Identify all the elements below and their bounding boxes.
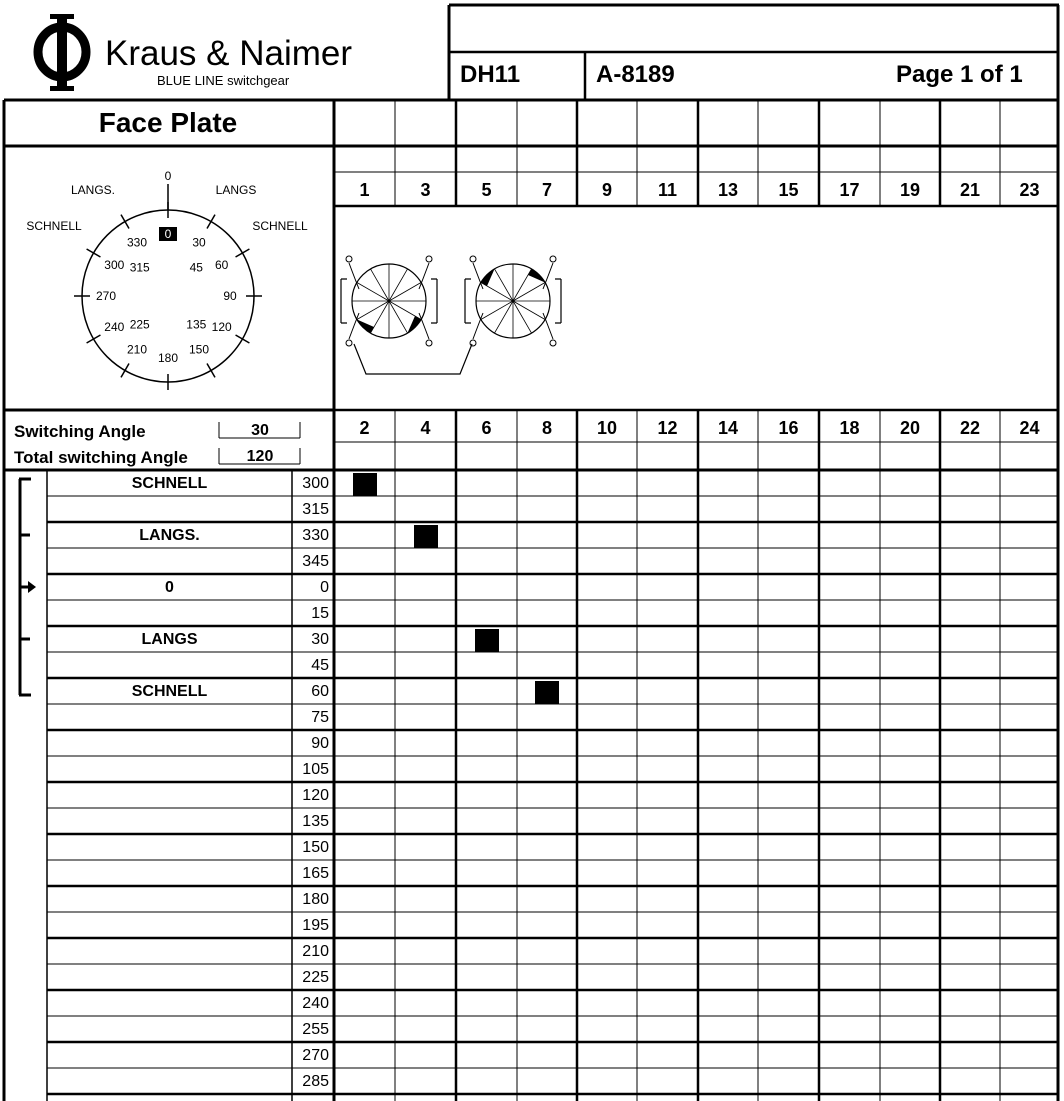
- closed-contact-mark: [475, 629, 499, 652]
- position-name: LANGS.: [139, 527, 200, 544]
- contact-diagram: [336, 206, 586, 386]
- dial-position-label: 270: [95, 289, 117, 303]
- position-degree: 120: [302, 787, 329, 804]
- total-switching-angle-value: 120: [246, 448, 274, 465]
- position-degree: 255: [302, 1021, 329, 1038]
- terminal-number-bottom: 4: [420, 418, 431, 438]
- contact-link: [354, 344, 472, 374]
- dial-outer-label: SCHNELL: [26, 219, 82, 233]
- dial-tick: [121, 364, 129, 378]
- switch-type: DH11: [460, 61, 521, 88]
- total-switching-angle-label: Total switching Angle: [14, 448, 188, 467]
- terminal-number-top: 15: [778, 180, 799, 200]
- closed-contact-mark: [353, 473, 377, 496]
- dial-outer-label: 0: [164, 169, 172, 183]
- dial-position-label: 180: [157, 351, 179, 365]
- home-position-arrowhead: [28, 581, 36, 593]
- dial-position-label: 60: [215, 258, 229, 272]
- terminal-number-top: 3: [420, 180, 431, 200]
- position-degree: 270: [302, 1047, 329, 1064]
- position-degree: 105: [302, 761, 329, 778]
- position-degree: 0: [320, 579, 329, 596]
- position-degree: 15: [311, 605, 329, 622]
- dial-tick: [121, 215, 129, 229]
- terminal-number-top: 7: [541, 180, 552, 200]
- dial-position-label: 30: [192, 235, 206, 250]
- position-degree: 30: [311, 631, 329, 648]
- closed-contact-mark: [414, 525, 438, 548]
- terminal-number-top: 9: [601, 180, 612, 200]
- dial-position-label: 300: [104, 258, 125, 272]
- position-degree: 165: [302, 865, 329, 882]
- face-plate-dial: [0, 148, 336, 408]
- position-degree: 345: [302, 553, 329, 570]
- position-name: 0: [165, 579, 174, 596]
- dial-position-label: 210: [126, 342, 148, 357]
- terminal-number-bottom: 8: [541, 418, 552, 438]
- position-degree: 240: [302, 995, 329, 1012]
- terminal-number-top: 13: [717, 180, 739, 200]
- dial-tick: [87, 249, 101, 257]
- position-degree: 60: [311, 683, 329, 700]
- terminal-number-bottom: 16: [778, 418, 799, 438]
- terminal-number-bottom: 18: [839, 418, 860, 438]
- dial-tick: [236, 335, 250, 343]
- dial-tick: [207, 215, 215, 229]
- position-degree: 135: [302, 813, 329, 830]
- position-degree: 195: [302, 917, 329, 934]
- kraus-naimer-logo: [22, 10, 102, 92]
- drawing-number: A-8189: [596, 61, 675, 88]
- position-degree: 90: [311, 735, 329, 752]
- dial-outer-label: LANGS.: [70, 183, 116, 197]
- dial-tick: [87, 335, 101, 343]
- terminal-number-top: 19: [899, 180, 921, 200]
- dial-position-label: 330: [126, 235, 148, 250]
- position-degree: 300: [302, 475, 329, 492]
- terminal-number-top: 23: [1019, 180, 1040, 200]
- terminal-number-top: 1: [359, 180, 370, 200]
- contact-element: [465, 256, 561, 346]
- position-degree: 180: [302, 891, 329, 908]
- contact-element: [341, 256, 437, 346]
- terminal-number-top: 11: [657, 180, 678, 200]
- dial-position-label: 150: [188, 342, 210, 357]
- dial-position-label: 120: [211, 320, 232, 334]
- position-degree: 225: [302, 969, 329, 986]
- dial-position-label: 45: [189, 260, 203, 275]
- switching-angle-value: 30: [251, 422, 269, 439]
- dial-tick: [207, 364, 215, 378]
- terminal-number-top: 5: [481, 180, 492, 200]
- dial-position-label: 0: [164, 227, 172, 241]
- dial-position-label: 315: [129, 260, 150, 275]
- position-degree: 210: [302, 943, 329, 960]
- terminal-number-bottom: 10: [596, 418, 618, 438]
- dial-position-label: 135: [186, 317, 207, 332]
- terminal-number-bottom: 22: [959, 418, 981, 438]
- brand-tagline: BLUE LINE switchgear: [157, 73, 290, 88]
- switching-angle-label: Switching Angle: [14, 422, 146, 441]
- page-indicator: Page 1 of 1: [896, 61, 1023, 88]
- terminal-number-bottom: 6: [481, 418, 492, 438]
- dial-position-label: 225: [129, 317, 150, 332]
- face-plate-title: Face Plate: [98, 107, 238, 138]
- position-name: LANGS: [141, 631, 198, 648]
- brand-name: Kraus & Naimer: [105, 34, 353, 73]
- position-degree: 150: [302, 839, 329, 856]
- dial-outer-label: SCHNELL: [252, 219, 308, 233]
- position-degree: 45: [311, 657, 329, 674]
- position-name: SCHNELL: [131, 475, 208, 492]
- position-degree: 285: [302, 1073, 329, 1090]
- terminal-number-bottom: 24: [1019, 418, 1040, 438]
- terminal-number-bottom: 20: [899, 418, 921, 438]
- position-degree: 315: [302, 501, 329, 518]
- terminal-number-bottom: 14: [717, 418, 739, 438]
- dial-position-label: 90: [223, 289, 237, 303]
- position-degree: 75: [311, 709, 329, 726]
- dial-outer-label: LANGS: [215, 183, 257, 197]
- terminal-number-top: 21: [959, 180, 981, 200]
- position-degree: 330: [302, 527, 329, 544]
- terminal-number-bottom: 12: [657, 418, 678, 438]
- terminal-number-top: 17: [839, 180, 860, 200]
- dial-tick: [236, 249, 250, 257]
- dial-position-label: 240: [104, 320, 125, 334]
- terminal-number-bottom: 2: [359, 418, 370, 438]
- position-name: SCHNELL: [131, 683, 208, 700]
- closed-contact-mark: [535, 681, 559, 704]
